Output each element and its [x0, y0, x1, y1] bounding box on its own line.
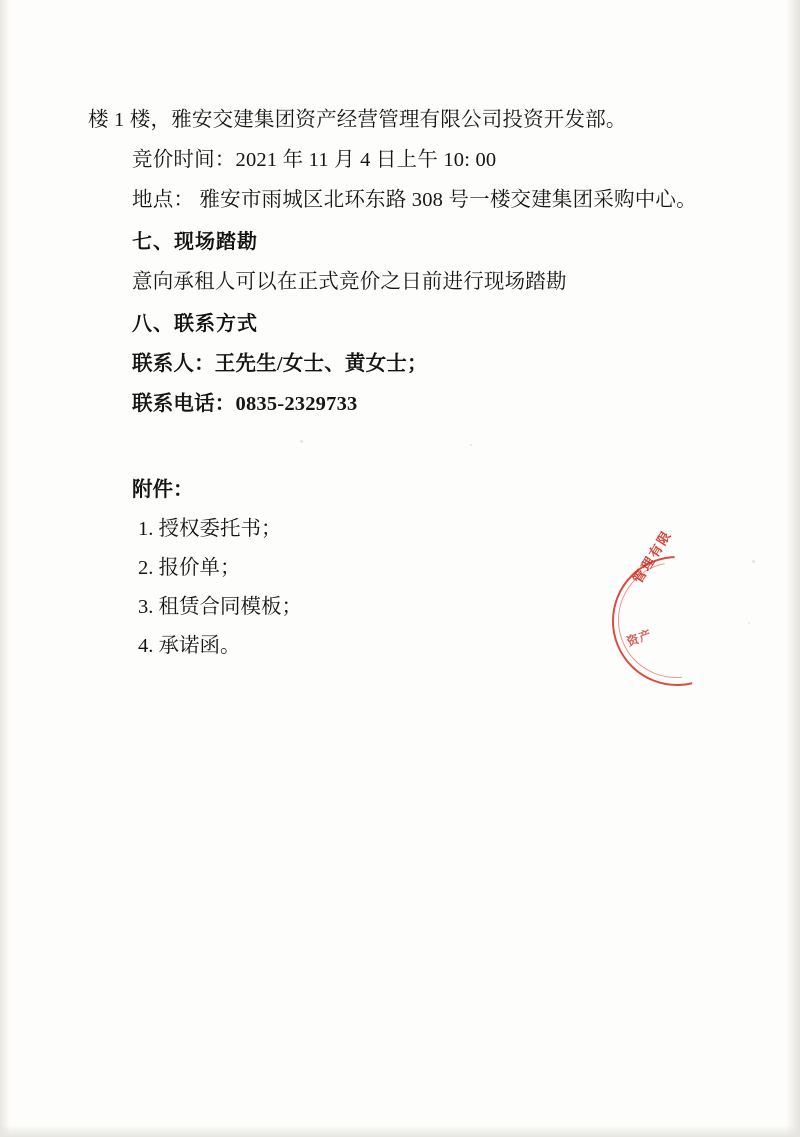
bidding-time-line: 竞价时间：2021 年 11 月 4 日上午 10: 00 — [132, 149, 497, 171]
contact-phone-line: 联系电话：0835-2329733 — [132, 393, 358, 415]
scan-speck — [748, 622, 750, 624]
section-site-survey-line: 意向承租人可以在正式竞价之日前进行现场踏勘 — [132, 271, 567, 293]
section-heading-contact: 八、联系方式 — [132, 311, 258, 335]
page-edge-shadow-bottom — [0, 1125, 800, 1137]
page-edge-shadow-right — [786, 0, 800, 1137]
page-edge-shadow-left — [0, 0, 10, 1137]
bidding-location-line: 地点： 雅安市雨城区北环东路 308 号一楼交建集团采购中心。 — [132, 189, 697, 211]
body-line: 楼 1 楼，雅安交建集团资产经营管理有限公司投资开发部。 — [88, 109, 627, 131]
attachment-item: 4. 承诺函。 — [138, 635, 241, 657]
document-body — [88, 100, 740, 666]
seal-text: 管理有限 — [630, 527, 676, 587]
attachment-item: 2. 报价单； — [138, 557, 241, 579]
seal-text-secondary: 资产 — [624, 626, 654, 650]
attachments-title: 附件： — [132, 479, 194, 501]
contact-person-line: 联系人：王先生/女士、黄女士； — [132, 353, 428, 375]
scan-speck — [752, 560, 755, 563]
attachment-item: 3. 租赁合同模板； — [138, 596, 302, 618]
paragraph-spacer — [88, 424, 740, 470]
attachment-item: 1. 授权委托书； — [138, 518, 282, 540]
section-heading-site-survey: 七、现场踏勘 — [132, 229, 258, 253]
